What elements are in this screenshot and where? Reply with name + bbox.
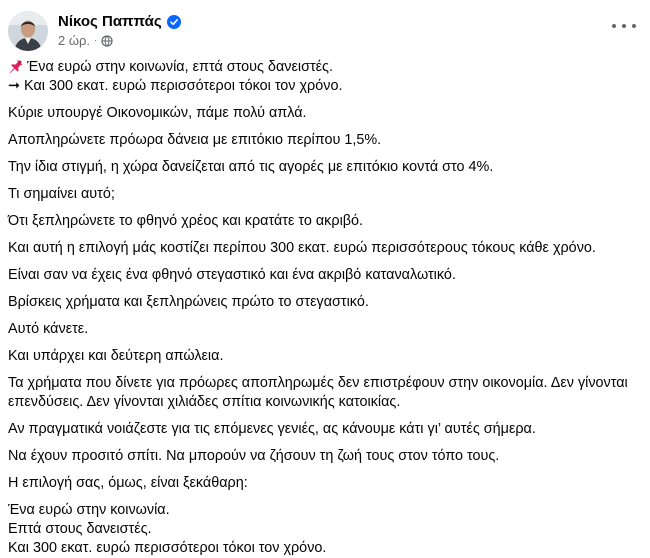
closing-block [8, 501, 638, 558]
post-meta [58, 33, 113, 48]
post-intro [8, 58, 638, 96]
post-text [8, 58, 638, 558]
meta-separator: · [94, 35, 98, 46]
paragraph-14: Η επιλογή σας, όμως, είναι ξεκάθαρη: [8, 475, 248, 491]
paragraph-13: Να έχουν προσιτό σπίτι. Να μπορούν να ζήσουν τη ζωή τους στον τόπο τους. [8, 448, 500, 464]
globe-icon[interactable] [101, 35, 113, 47]
paragraph-2: Αποπληρώνετε πρόωρα δάνεια με επιτόκιο περίπου 1,5%. [8, 132, 382, 148]
author-name-row [58, 13, 181, 30]
pushpin-icon [8, 58, 24, 74]
paragraph-3: Την ίδια στιγμή, η χώρα δανείζεται από τις αγορές με επιτόκιο κοντά στο 4%. [8, 159, 494, 175]
paragraph-5: Ότι ξεπληρώνετε το φθηνό χρέος και κρατάτε το ακριβό. [8, 213, 364, 229]
paragraph-9: Αυτό κάνετε. [8, 321, 89, 337]
paragraph-6: Και αυτή η επιλογή μάς κοστίζει περίπου 300 εκατ. ευρώ περισσότερους τόκους κάθε χρόνο. [8, 240, 596, 256]
paragraph-8: Βρίσκεις χρήματα και ξεπληρώνεις πρώτο το στεγαστικό. [8, 294, 369, 310]
paragraph-12: Αν πραγματικά νοιάζεστε για τις επόμενες γενιές, ας κάνουμε κάτι γι’ αυτές σήμερα. [8, 421, 536, 437]
author-name[interactable]: Νίκος Παππάς [58, 13, 162, 30]
paragraph-7: Είναι σαν να έχεις ένα φθηνό στεγαστικό και ένα ακριβό καταναλωτικό. [8, 267, 456, 283]
intro-line-2: ➞ Και 300 εκατ. ευρώ περισσότεροι τόκοι τον χρόνο. [8, 78, 343, 94]
paragraph-1: Κύριε υπουργέ Οικονομικών, πάμε πολύ απλά. [8, 105, 307, 121]
verified-badge-icon [167, 15, 181, 29]
paragraph-10: Και υπάρχει και δεύτερη απώλεια. [8, 348, 224, 364]
closing-line-2: Επτά στους δανειστές. [8, 521, 152, 537]
closing-line-1: Ένα ευρώ στην κοινωνία. [8, 502, 170, 518]
paragraph-11: Τα χρήματα που δίνετε για πρόωρες αποπληρωμές δεν επιστρέφουν στην οικονομία. Δεν γίνονται επενδύσεις. Δεν γίνονται χιλιάδες σπίτια κοινωνικής κατοικίας. [8, 375, 628, 410]
closing-line-3: Και 300 εκατ. ευρώ περισσότεροι τόκοι τον χρόνο. [8, 540, 327, 556]
more-options-icon[interactable] [612, 20, 636, 32]
avatar-photo [8, 11, 48, 51]
post-timestamp[interactable]: 2 ώρ. [58, 33, 90, 48]
intro-line-1: Ένα ευρώ στην κοινωνία, επτά στους δανειστές. [8, 58, 638, 77]
author-avatar[interactable] [8, 11, 48, 51]
paragraph-4: Τι σημαίνει αυτό; [8, 186, 115, 202]
